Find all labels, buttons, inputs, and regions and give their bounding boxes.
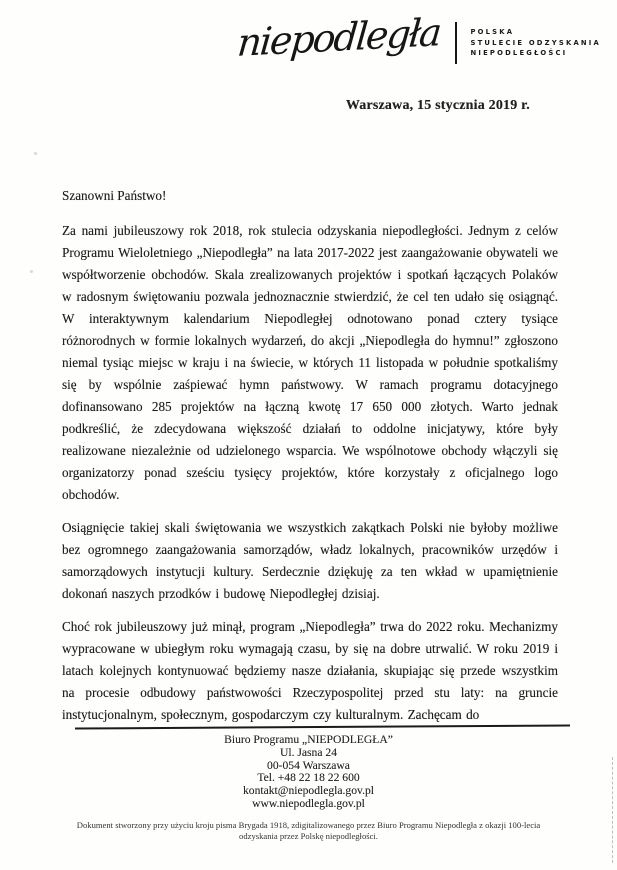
footer-office-name: Biuro Programu „NIEPODLEGŁA” — [224, 733, 393, 746]
scan-speck — [34, 152, 37, 155]
footer-email: kontakt@niepodlegla.gov.pl — [243, 784, 374, 798]
niepodlegla-logo-script: niepodległa — [235, 10, 442, 65]
body-paragraph: Choć rok jubileuszowy już minął, program „Niepodległa” trwa do 2022 roku. Mechanizmy wypracowane w ubiegłym roku wymagają czasu, by się na dobre utrwalić. W roku 2019 i latach kolejnych kontynuować będziemy nasze działania, skupiając się przede wszystkim na procesie odbudowy państwowości Rzeczypospolitej przed stu laty: na gruncie instytucjonalnym, społecznym, gospodarczym czy kulturalnym. Zachęcam do — [62, 619, 558, 722]
footer-fine-print: Dokument stworzony przy użyciu kroju pisma Brygada 1918, zdigitalizowanego przez Biuro Programu Niepodległa z okazji 100-lecia odzyskania przez Polskę niepodległości. — [76, 820, 541, 841]
body-paragraph: Za nami jubileuszowy rok 2018, rok stulecia odzyskania niepodległości. Jednym z celów Programu Wieloletniego „Niepodległa” na lata 2017-2022 jest zaangażowanie obywateli we współtworzenie obchodów. Skala zrealizowanych projektów i spotkań łączących Polaków w radosnym świętowaniu pozwala jednoznacznie stwierdzić, że cel ten udało się osiągnąć. W interaktywnym kalendarium Niepodległej odnotowano ponad cztery tysiące różnorodnych w formie lokalnych wydarzeń, do akcji „Niepodległa do hymnu!” zgłoszono niemal tysiąc miejsc w kraju i na świecie, w których 11 listopada w południe spotkaliśmy się by wspólnie zaśpiewać hymn państwowy. W ramach programu dotacyjnego dofinansowano 285 projektów na łączną kwotę 17 650 000 złotych. Warto jednak podkreślić, że zdecydowana większość działań to oddolne inicjatywy, które były realizowane niezależnie od udzielonego wsparcia. We wspólnotowe obchody włączyli się organizatorzy ponad sześciu tysięcy projektów, które korzystały z oficjalnego logo obchodów. — [62, 223, 558, 502]
footer-website: www.niepodlegla.gov.pl — [252, 796, 365, 810]
scan-edge-dotted-line — [612, 757, 613, 863]
footer-address-block — [0, 734, 617, 811]
logo-tagline-line: NIEPODLEGŁOŚCI — [470, 49, 568, 58]
logo-tagline — [457, 27, 601, 59]
footer-street: Ul. Jasna 24 — [280, 745, 337, 759]
logo-tagline-line: POLSKA — [470, 28, 515, 37]
scan-speck — [30, 270, 33, 273]
logo-tagline-line: STULECIE ODZYSKANIA — [470, 38, 601, 47]
footer-phone: Tel. +48 22 18 22 600 — [257, 771, 360, 785]
salutation: Szanowni Państwo! — [62, 188, 167, 203]
body-paragraph: Osiągnięcie takiej skali świętowania we wszystkich zakątkach Polski nie byłoby możliwe bez ogromnego zaangażowania samorządów, władz lokalnych, pracowników urzędów i samorządowych instytucji kultury. Serdecznie dziękuję za ten wkład w upamiętnienie dokonań naszych przodków i budowę Niepodległej dzisiaj. — [62, 520, 558, 601]
niepodlegla-logo — [235, 10, 601, 72]
letter-body — [62, 188, 558, 737]
dateline: Warszawa, 15 stycznia 2019 r. — [345, 98, 530, 113]
footer-city: 00-054 Warszawa — [267, 758, 350, 772]
